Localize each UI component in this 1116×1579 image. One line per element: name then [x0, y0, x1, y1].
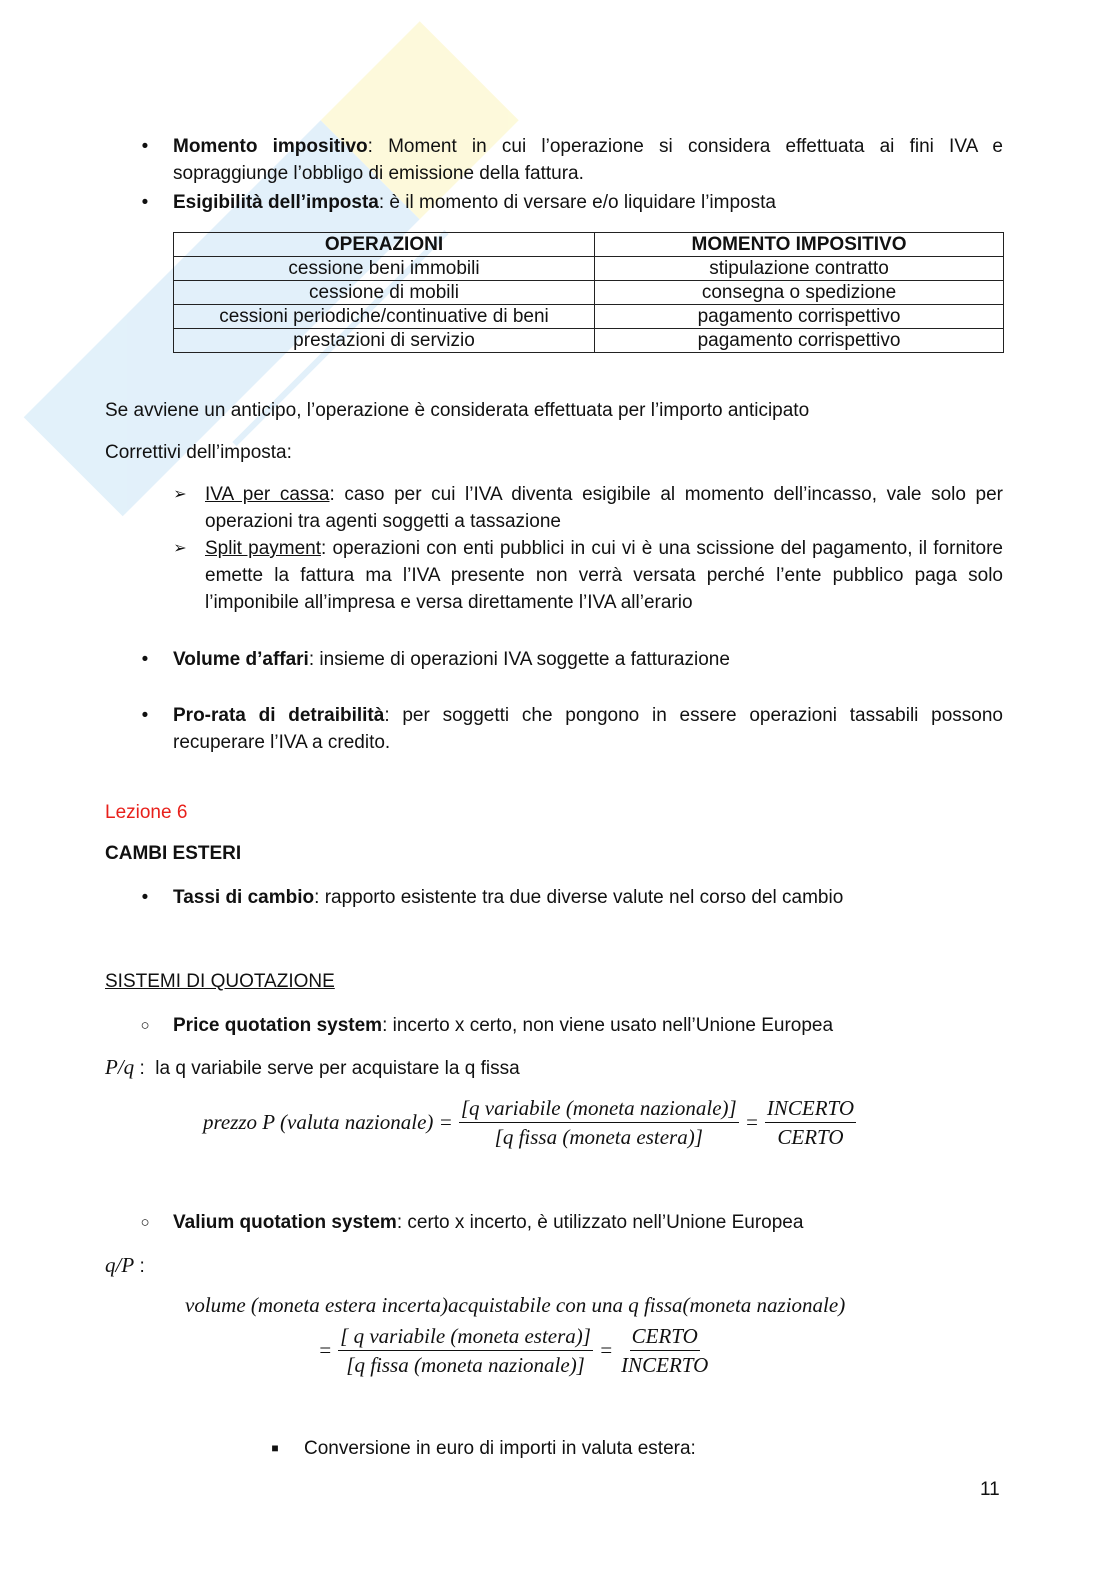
valium-quotation-item	[173, 1209, 1003, 1236]
denominator: [q fissa (moneta estera)]	[494, 1125, 703, 1149]
formula-lhs: prezzo P (valuta nazionale) =	[203, 1110, 453, 1134]
definition: : operazioni con enti pubblici in cui vi è una scissione del pagamento, il fornitore emette la fattura ma l’IVA presente non verrà versata perché l’ente pubblico paga solo l’imponibile all’impresa e versa direttamente l’IVA all’erario	[205, 538, 1003, 613]
definition: : è il momento di versare e/o liquidare l’imposta	[378, 192, 776, 213]
term: Price quotation system	[173, 1015, 383, 1036]
formula-valium-quotation	[318, 1322, 710, 1379]
square-bullet-icon: ■	[271, 1441, 279, 1455]
numerator: INCERTO	[765, 1094, 856, 1123]
term: Momento impositivo	[173, 136, 368, 157]
table-row	[174, 305, 1004, 329]
lesson-heading: Lezione 6	[105, 802, 188, 823]
table-cell: cessione di mobili	[174, 281, 595, 305]
fraction	[765, 1094, 856, 1151]
qp-text: :	[134, 1256, 145, 1277]
table-cell: consegna o spedizione	[595, 281, 1004, 305]
momento-impositivo-table	[173, 232, 1004, 353]
denominator: CERTO	[777, 1125, 844, 1149]
fraction	[338, 1322, 593, 1379]
pq-text: : la q variabile serve per acquistare la q fissa	[134, 1058, 520, 1079]
formula-valium-lhs: volume (moneta estera incerta)acquistabile con una q fissa(moneta nazionale)	[185, 1293, 846, 1317]
table-row	[174, 257, 1004, 281]
bullet-icon: •	[141, 649, 149, 670]
definition: : rapporto esistente tra due diverse valute nel corso del cambio	[314, 887, 844, 908]
term: IVA per cassa	[205, 484, 330, 505]
term: Pro-rata di detraibilità	[173, 705, 385, 726]
fraction	[459, 1094, 739, 1151]
correttivo-split-payment	[205, 535, 1003, 616]
term: Volume d’affari	[173, 649, 309, 670]
correttivi-title: Correttivi dell’imposta:	[105, 442, 292, 463]
bullet-esigibilita	[173, 189, 1003, 216]
pq-line	[105, 1054, 520, 1082]
circle-bullet-icon: ○	[140, 1017, 150, 1034]
bullet-volume-affari	[173, 646, 1003, 673]
bullet-icon: •	[141, 705, 149, 726]
table-cell: pagamento corrispettivo	[595, 305, 1004, 329]
price-quotation-item	[173, 1012, 1003, 1039]
math-symbol: q/P	[105, 1253, 135, 1277]
equals: =	[744, 1110, 759, 1134]
table-cell: stipulazione contratto	[595, 257, 1004, 281]
arrow-bullet-icon: ➢	[173, 540, 187, 557]
table-row	[174, 329, 1004, 353]
numerator: [q variabile (moneta nazionale)]	[459, 1094, 739, 1123]
bullet-tassi-cambio	[173, 884, 1003, 911]
table-cell: pagamento corrispettivo	[595, 329, 1004, 353]
definition: : insieme di operazioni IVA soggette a fatturazione	[308, 649, 730, 670]
term: Tassi di cambio	[173, 887, 315, 908]
circle-bullet-icon: ○	[140, 1214, 150, 1231]
page-number: 11	[980, 1479, 1000, 1500]
term: Split payment	[205, 538, 321, 559]
definition: : caso per cui l’IVA diventa esigibile al momento dell’incasso, vale solo per operazioni tra agenti soggetti a tassazione	[205, 484, 1003, 532]
bullet-icon: •	[141, 192, 149, 213]
table-header: OPERAZIONI	[174, 233, 595, 257]
subsection-title: SISTEMI DI QUOTAZIONE	[105, 971, 335, 992]
table-row	[174, 281, 1004, 305]
numerator: [ q variabile (moneta estera)]	[338, 1322, 593, 1351]
fraction	[619, 1322, 710, 1379]
numerator: CERTO	[630, 1322, 700, 1351]
denominator: INCERTO	[621, 1353, 709, 1377]
equals: =	[598, 1338, 614, 1362]
bullet-momento-impositivo	[173, 133, 1003, 187]
math-symbol: P/q	[105, 1055, 135, 1079]
definition: : incerto x certo, non viene usato nell’Unione Europea	[382, 1015, 834, 1036]
term: Valium quotation system	[173, 1212, 397, 1233]
qp-line	[105, 1252, 145, 1280]
denominator: [q fissa (moneta nazionale)]	[346, 1353, 585, 1377]
bullet-pro-rata	[173, 702, 1003, 756]
term: Esigibilità dell’imposta	[173, 192, 379, 213]
bullet-icon: •	[141, 887, 149, 908]
table-cell: cessioni periodiche/continuative di beni	[174, 305, 595, 329]
arrow-bullet-icon: ➢	[173, 486, 187, 503]
correttivo-iva-per-cassa	[205, 481, 1003, 535]
table-cell: cessione beni immobili	[174, 257, 595, 281]
bullet-icon: •	[141, 136, 149, 157]
definition: : certo x incerto, è utilizzato nell’Unione Europea	[396, 1212, 804, 1233]
definition: : per soggetti che pongono in essere operazioni tassabili possono recuperare l’IVA a credito.	[173, 705, 1003, 753]
equals: =	[318, 1338, 333, 1362]
section-title: CAMBI ESTERI	[105, 843, 242, 864]
table-cell: prestazioni di servizio	[174, 329, 595, 353]
table-header: MOMENTO IMPOSITIVO	[595, 233, 1004, 257]
anticipo-text: Se avviene un anticipo, l’operazione è considerata effettuata per l’importo anticipato	[105, 400, 810, 421]
table-header-row	[174, 233, 1004, 257]
formula-price-quotation	[203, 1094, 856, 1151]
conversione-item: Conversione in euro di importi in valuta estera:	[304, 1438, 696, 1459]
definition: : Moment in cui l’operazione si considera effettuata ai fini IVA e sopraggiunge l’obbligo di emissione della fattura.	[173, 136, 1003, 184]
